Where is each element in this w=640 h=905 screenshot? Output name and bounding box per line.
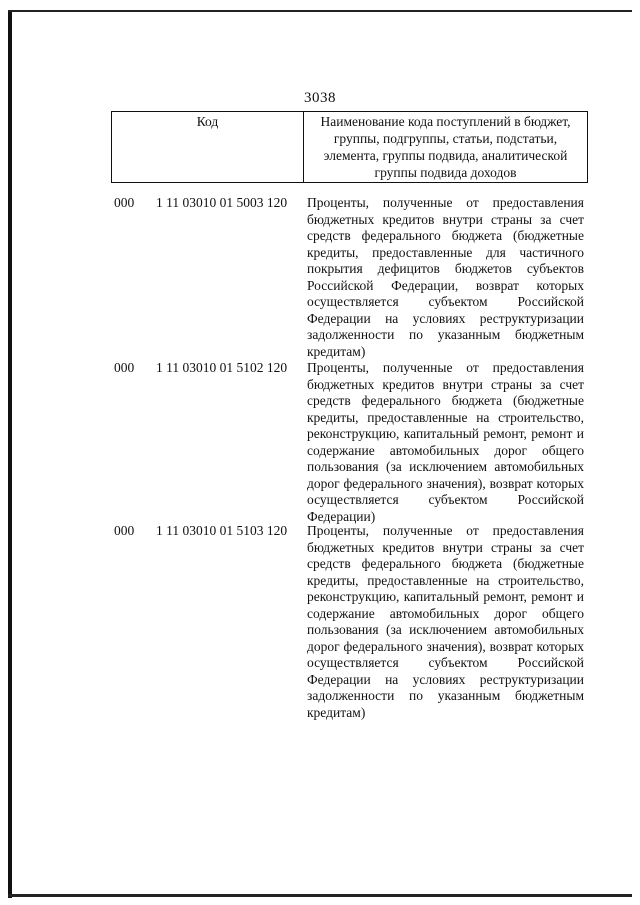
admin-code: 000 (114, 195, 135, 210)
revenue-description: Проценты, полученные от предоставления бюджетных кредитов внутри страны за счет средств федерального бюджета (бюджетные кредиты, предоставленные на строительство, реконструкцию, капитальный ремонт, ремонт и содержание автомобильных дорог общего пользования (за исключением автомобильных дорог федерального значения), возврат которых осуществляется субъектом Российской Федерации на условиях реструктуризации задолженности по указанным бюджетным кредитам) (307, 523, 584, 720)
scan-edge-bottom (8, 894, 632, 897)
revenue-code: 1 11 03010 01 5003 120 (156, 195, 288, 210)
page-number: 3038 (304, 90, 336, 106)
header-table (111, 111, 588, 183)
scan-edge-left (8, 10, 12, 898)
revenue-code: 1 11 03010 01 5102 120 (156, 360, 288, 375)
header-row (112, 112, 588, 183)
name-column-header: Наименование кода поступлений в бюджет, группы, подгруппы, статьи, подстатьи, элемента, группы подвида, аналитической группы подвида доходов (304, 112, 588, 183)
code-column-header: Код (112, 112, 304, 183)
admin-code: 000 (114, 523, 135, 538)
revenue-description: Проценты, полученные от предоставления бюджетных кредитов внутри страны за счет средств федерального бюджета (бюджетные кредиты, предоставленные на строительство, реконструкцию, капитальный ремонт, ремонт и содержание автомобильных дорог общего пользования (за исключением автомобильных дорог федерального значения), возврат которых осуществляется субъектом Российской Федерации) (307, 360, 584, 524)
admin-code: 000 (114, 360, 135, 375)
scan-edge-top (8, 10, 632, 12)
revenue-description: Проценты, полученные от предоставления бюджетных кредитов внутри страны за счет средств федерального бюджета (бюджетные кредиты, предоставленные для частичного покрытия дефицитов бюджетов субъектов Российской Федерации, возврат которых осуществляется субъектом Российской Федерации на условиях реструктуризации задолженности по указанным бюджетным кредитам) (307, 195, 584, 359)
revenue-code: 1 11 03010 01 5103 120 (156, 523, 288, 538)
